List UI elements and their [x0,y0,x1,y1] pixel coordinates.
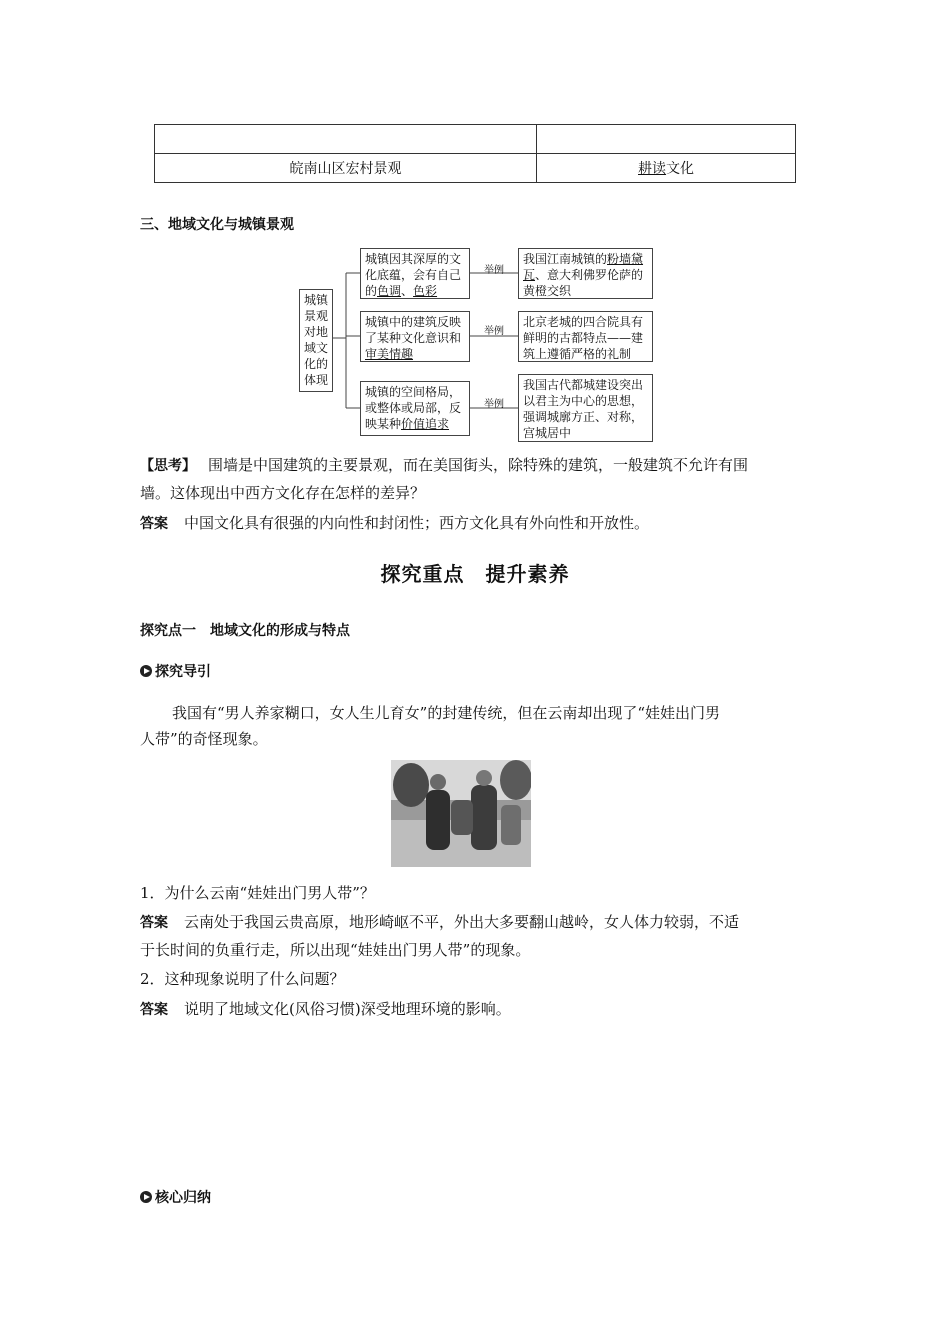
answer-label: 答案 [140,516,168,532]
example-label: 举例 [484,399,504,410]
answer-text: 云南处于我国云贵高原，地形崎岖不平，外出大多要翻山越岭，女人体力较弱，不适 [184,913,740,931]
flow-text: 城镇的空间格局，或整体或局部，反映某种 [365,385,462,431]
play-icon [140,665,152,677]
flow-key: 色调 [377,284,402,298]
example-box-3: 我国古代都城建设突出以君主为中心的思想，强调城廓方正、对称，宫城居中 [518,374,653,442]
table-cell-text: 文化 [666,161,694,177]
flow-text: 城镇因其深厚的文化底蕴，会有自己的 [365,252,462,298]
culture-table [154,124,796,183]
flow-text: 城镇中的建筑反映了某种文化意识和 [365,315,462,345]
street-photo [391,760,531,867]
section-heading: 探究重点 提升素养 [380,562,570,586]
flow-key: 价值追求 [401,417,450,431]
answer-text: 中国文化具有很强的内向性和封闭性；西方文化具有外向性和开放性。 [184,514,650,532]
guide-heading [140,661,211,681]
flow-root: 城镇景观对地域文化的体现 [299,289,333,392]
answer-2 [140,996,511,1023]
answer-text: 说明了地域文化(风俗习惯)深受地理环境的影响。 [184,1000,511,1018]
answer-para [140,510,649,537]
core-text: 核心归纳 [155,1190,211,1206]
question-1: 1．为什么云南“娃娃出门男人带”？ [140,884,375,902]
think-text: 围墙是中国建筑的主要景观，而在美国街头，除特殊的建筑，一般建筑不允许有围 [208,456,749,474]
table-cell [155,125,537,154]
section-title: 三、地域文化与城镇景观 [140,217,294,233]
answer-1-cont: 于长时间的负重行走，所以出现“娃娃出门男人带”的现象。 [140,941,531,959]
flow-key: 审美情趣 [365,347,414,361]
question-2: 2．这种现象说明了什么问题？ [140,970,345,988]
answer-label: 答案 [140,1002,168,1018]
example-box-2: 北京老城的四合院具有鲜明的古都特点——建筑上遵循严格的礼制 [518,311,653,362]
think-para [140,452,820,479]
example-box-1 [518,248,653,299]
flow-box-3 [360,381,470,436]
think-label: 【思考】 [140,458,196,474]
flow-key: 色彩 [413,284,438,298]
example-key: 粉墙黛瓦 [523,252,644,282]
example-text: 、意大利佛罗伦萨的黄橙交织 [523,268,644,298]
answer-1 [140,909,830,936]
flow-box-1 [360,248,470,299]
table-row [155,125,796,154]
explore-point-title: 探究点一 地域文化的形成与特点 [140,623,350,639]
table-cell: 皖南山区宏村景观 [155,154,537,183]
think-para-2: 墙。这体现出中西方文化存在怎样的差异？ [140,484,426,502]
play-icon [140,1191,152,1203]
intro-para-2: 人带”的奇怪现象。 [140,730,268,748]
guide-text: 探究导引 [155,664,211,680]
table-cell [537,154,796,183]
flow-box-2 [360,311,470,362]
intro-para: 我国有“男人养家糊口，女人生儿育女”的封建传统，但在云南却出现了“娃娃出门男 [172,704,721,722]
example-text: 我国江南城镇的 [523,252,608,266]
example-label: 举例 [484,265,504,276]
table-row [155,154,796,183]
core-heading [140,1187,211,1207]
table-cell [537,125,796,154]
flow-text: 、 [401,284,414,298]
example-label: 举例 [484,326,504,337]
answer-label: 答案 [140,915,168,931]
underlined-term: 耕读 [638,161,666,177]
